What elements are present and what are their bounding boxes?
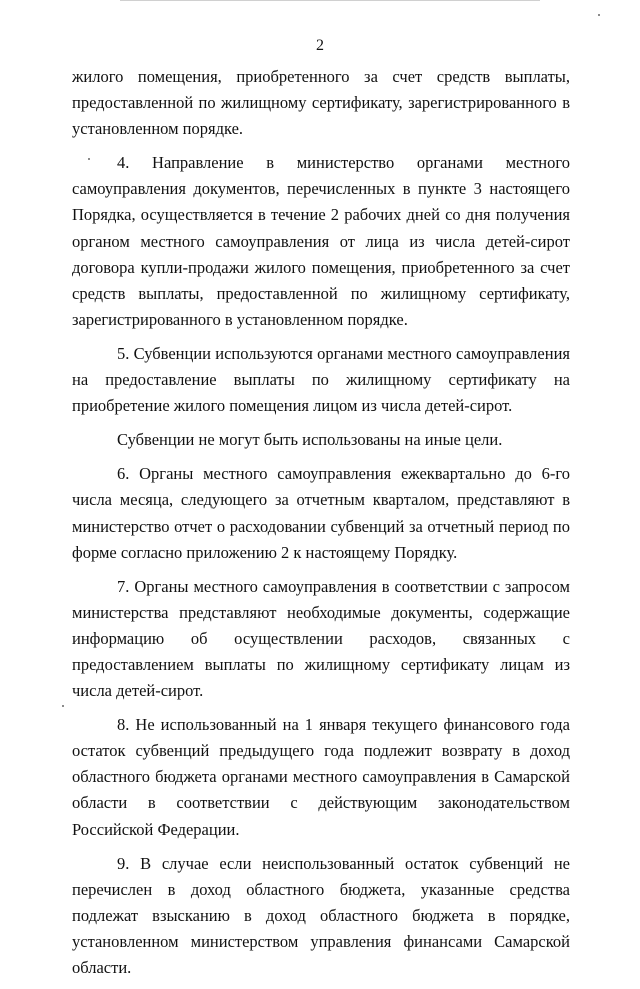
scan-edge-line	[120, 0, 540, 1]
paragraph-item-6: 6. Органы местного самоуправления ежеквартально до 6-го числа месяца, следующего за отчетным кварталом, представляют в министерство отчет о расходовании субвенций за отчетный период по форме согласно приложению 2 к настоящему Порядку.	[72, 464, 570, 562]
paragraph-subventions-restriction: Субвенции не могут быть использованы на иные цели.	[117, 430, 503, 450]
paragraph-item-7: 7. Органы местного самоуправления в соответствии с запросом министерства представляют необходимые документы, содержащие информацию об осуществлении расходов, связанных с предоставлением выплаты по жилищному сертификату лицам из числа детей-сирот.	[72, 576, 570, 701]
paragraph-item-8: 8. Не использованный на 1 января текущего финансового года остаток субвенций предыдущего года подлежит возврату в доход областного бюджета органами местного самоуправления в Самарской области в соответствии с действующим законодательством Российской Федерации.	[72, 715, 570, 839]
paragraph-item-9: 9. В случае если неиспользованный остаток субвенций не перечислен в доход областного бюджета, указанные средства подлежат взысканию в доход областного бюджета в порядке, установленном министерством управления финансами Самарской области.	[72, 853, 570, 977]
paragraph-continuation: жилого помещения, приобретенного за счет средств выплаты, предоставленной по жилищному сертификату, зарегистрированного в установленном порядке.	[72, 67, 570, 139]
paragraph-item-4: 4. Направление в министерство органами местного самоуправления документов, перечисленных в пункте 3 настоящего Порядка, осуществляется в течение 2 рабочих дней со дня получения органом местного самоуправления от лица из числа детей-сирот договора купли-продажи жилого помещения, приобретенного за счет средств выплаты, предоставленной по жилищному сертификату, зарегистрированного в установленном порядке.	[72, 153, 570, 329]
page-number: 2	[316, 37, 324, 54]
paragraph-item-5: 5. Субвенции используются органами местного самоуправления на предоставление выплаты по жилищному сертификату на приобретение жилого помещения лицом из числа детей-сирот.	[72, 343, 570, 416]
scan-speck	[62, 705, 64, 707]
scan-speck	[598, 14, 600, 16]
document-body	[72, 64, 570, 989]
